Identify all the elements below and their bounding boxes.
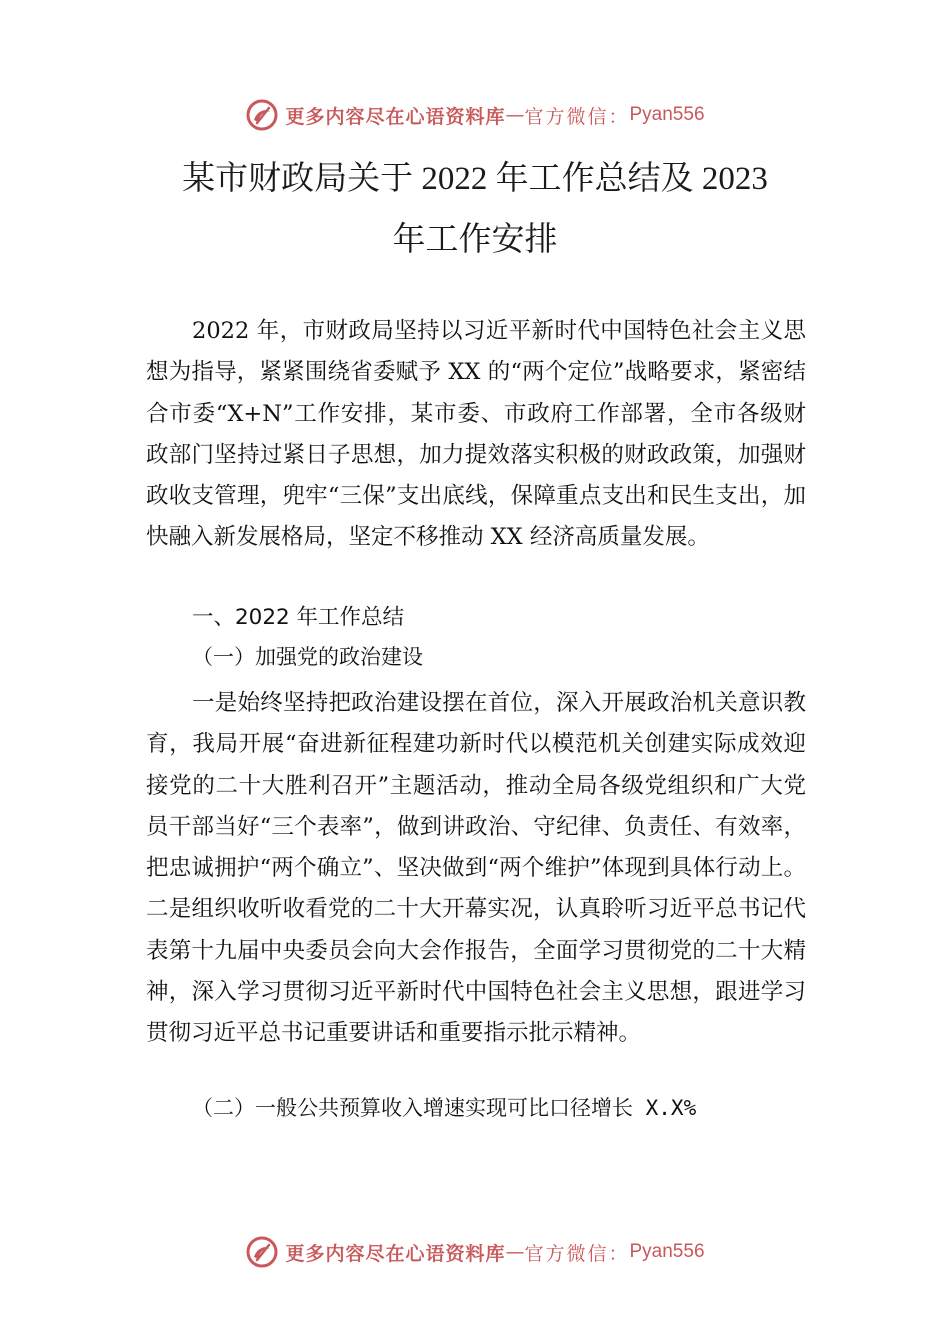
banner-wechat-label: 官方微信： bbox=[524, 105, 630, 128]
swirl-logo-icon bbox=[245, 1235, 279, 1269]
section-heading: 一、2022 年工作总结 bbox=[192, 605, 405, 630]
subsection-1-paragraph: 一是始终坚持把政治建设摆在首位，深入开展政治机关意识教育，我局开展“奋进新征程建功新时代以模范机关创建实际成效迎接党的二十大胜利召开”主题活动，推动全局各级党组织和广大党员干部当好“三个表率”，做到讲政治、守纪律、负责任、有效率，把忠诚拥护“两个确立”、坚决做到“两个维护”体现到具体行动上。二是组织收听收看党的二十大开幕实况，认真聆听习近平总书记代表第十九届中央委员会向大会作报告，全面学习贯彻党的二十大精神，深入学习贯彻习近平新时代中国特色社会主义思想，跟进学习贯彻习近平总书记重要讲话和重要指示批示精神。 bbox=[146, 690, 806, 1047]
banner-separator: — bbox=[505, 1241, 525, 1263]
banner-wechat-label: 官方微信： bbox=[524, 1242, 630, 1265]
banner-promo-text: 更多内容尽在心语资料库 bbox=[285, 105, 506, 128]
document-title-line-1: 某市财政局关于 2022 年工作总结及 2023 bbox=[182, 161, 768, 197]
header-banner bbox=[0, 93, 950, 137]
banner-promo-text: 更多内容尽在心语资料库 bbox=[285, 1242, 506, 1265]
banner-wechat-id: Pyan556 bbox=[629, 1241, 705, 1262]
intro-paragraph: 2022 年，市财政局坚持以习近平新时代中国特色社会主义思想为指导，紧紧围绕省委赋予 XX 的“两个定位”战略要求，紧密结合市委“X+N”工作安排，某市委、市政府工作部署，全市各级财政部门坚持过紧日子思想，加力提效落实积极的财政政策，加强财政收支管理，兜牢“三保”支出底线，保障重点支出和民生支出，加快融入新发展格局，坚定不移推动 XX 经济高质量发展。 bbox=[146, 318, 806, 551]
swirl-logo-icon bbox=[245, 98, 279, 132]
banner-wechat-id: Pyan556 bbox=[629, 104, 705, 125]
banner-separator: — bbox=[505, 104, 525, 126]
footer-banner bbox=[0, 1230, 950, 1274]
subsection-heading-2: （二）一般公共预算收入增速实现可比口径增长 X.X% bbox=[192, 1096, 697, 1120]
subsection-heading-1: （一）加强党的政治建设 bbox=[192, 645, 423, 669]
document-title-line-2: 年工作安排 bbox=[392, 222, 558, 258]
